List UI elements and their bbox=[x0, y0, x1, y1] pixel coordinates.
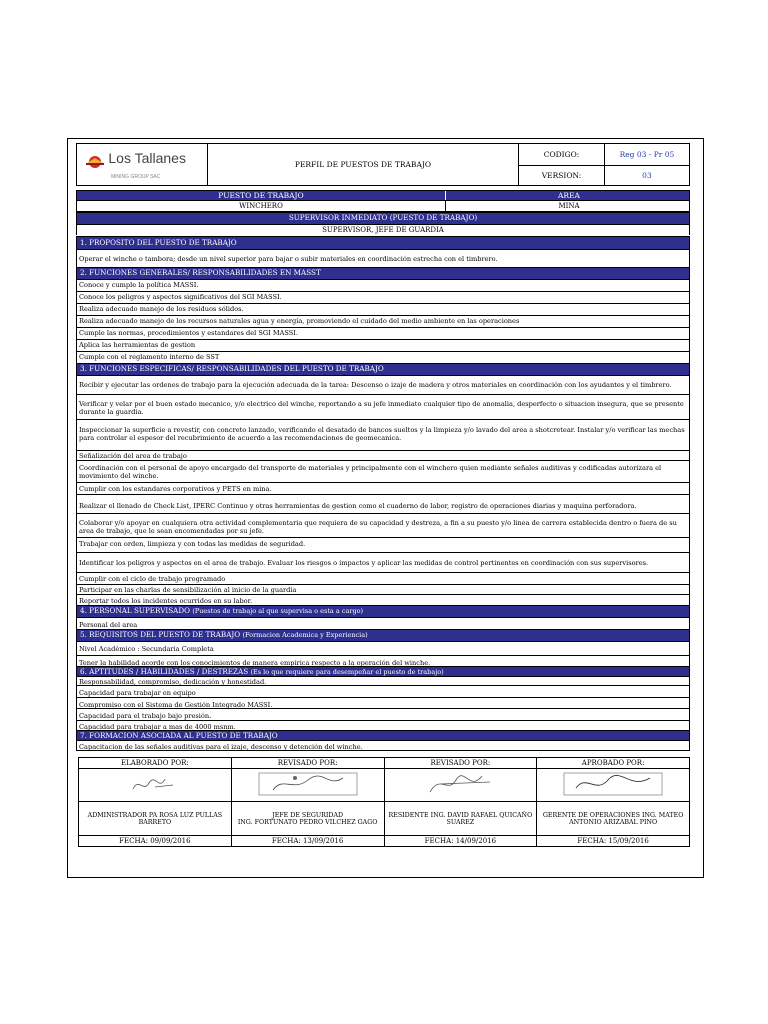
section-6-title: 6. APTITUDES / HABILIDADES / DESTREZAS bbox=[80, 667, 249, 676]
s3-item: Cumplir con los estandares corporativos y PETS en mina. bbox=[76, 482, 690, 494]
s3-item: Trabajar con orden, limpieza y con todas las medidas de seguridad. bbox=[76, 537, 690, 552]
s2-item: Realiza adecuado manejo de los recursos naturales agua y energía, promoviendo el cuidado del medio ambiente en las operaciones bbox=[76, 315, 690, 327]
section-6-heading bbox=[76, 666, 690, 676]
section-1-heading: 1. PROPOSITO DEL PUESTO DE TRABAJO bbox=[76, 236, 690, 249]
section-7-heading: 7. FORMACION ASOCIADA AL PUESTO DE TRABAJO bbox=[76, 730, 690, 740]
version-label: VERSION: bbox=[519, 166, 605, 186]
area-value: MINA bbox=[445, 201, 690, 211]
s3-item: Recibir y ejecutar las ordenes de trabajo para la ejecución adecuada de la tarea: Descenso o izaje de madera y otros materiales en coordinación con los ayudantes y el timbrero. bbox=[76, 375, 690, 394]
section-7-text: Capacitacion de las señales auditivas para el izaje, descenso y detención del winche. bbox=[76, 740, 690, 751]
section-3-heading: 3. FUNCIONES ESPECIFICAS/ RESPONSABILIDADES DEL PUESTO DE TRABAJO bbox=[76, 363, 690, 375]
sig-date: FECHA: 09/09/2016 bbox=[79, 836, 232, 847]
sig-person bbox=[79, 802, 232, 836]
sig-role: RESIDENTE bbox=[388, 811, 429, 819]
sig-role: GERENTE DE OPERACIONES bbox=[542, 811, 640, 819]
sig-name: ING. FORTUNATO PEDRO VILCHEZ GAGO bbox=[237, 818, 378, 826]
puesto-value: WINCHERO bbox=[239, 202, 283, 210]
s6-item: Compromiso con el Sistema de Gestión Integrado MASSI. bbox=[76, 697, 690, 708]
s2-item: Conoce los peligros y aspectos significativos del SGI MASSI. bbox=[76, 291, 690, 303]
s3-item: Realizar el llenado de Check List, IPERC Continuo y otras herramientas de gestion como el cuaderno de labor, registro de operaciones diarias y maquina perforadora. bbox=[76, 494, 690, 513]
section-5-title: 5. REQUISITOS DEL PUESTO DE TRABAJO bbox=[80, 630, 241, 639]
section-4-heading bbox=[76, 605, 690, 617]
s5-item: Nivel Académico : Secundaria Completa bbox=[76, 641, 690, 655]
s6-item: Capacidad para trabajar en equipo bbox=[76, 685, 690, 697]
company-logo bbox=[77, 144, 208, 186]
s2-item: Cumple las normas, procedimientos y estandares del SGI MASSI. bbox=[76, 327, 690, 339]
header-table bbox=[76, 143, 690, 186]
code-label: CODIGO: bbox=[519, 144, 605, 166]
s3-item: Verificar y velar por el buen estado mecanico, y/o electrico del winche, reportando a su jefe inmediato cualquier tipo de anomalia, desperfecto o situacion insegura, que se presente durante la guardia. bbox=[76, 394, 690, 419]
s3-item: Coordinación con el personal de apoyo encargado del transporte de materiales y principalmente con el winchero quien mediante señales auditivas y codificadas autorizara el movimiento del winche. bbox=[76, 460, 690, 482]
supervisor-heading: SUPERVISOR INMEDIATO (PUESTO DE TRABAJO) bbox=[76, 212, 690, 224]
company-name: Los Tallanes bbox=[108, 149, 186, 166]
job-header-row bbox=[76, 190, 690, 201]
code-value: Reg 03 - Pr 05 bbox=[604, 144, 689, 166]
sig-heading: ELABORADO POR: bbox=[79, 758, 232, 769]
signature-4 bbox=[537, 769, 690, 802]
s3-item: Cumplir con el ciclo de trabajo programado bbox=[76, 572, 690, 584]
section-6-subtitle: (Es lo que requiere para desempeñar el puesto de trabajo) bbox=[250, 668, 444, 676]
section-2-heading: 2. FUNCIONES GENERALES/ RESPONSABILIDADES EN MASST bbox=[76, 267, 690, 279]
s6-item: Responsabilidad, compromiso, dedicación y honestidad. bbox=[76, 676, 690, 685]
area-label: AREA bbox=[445, 191, 690, 201]
section-1-text: Operar el winche o tambora; desde un nivel superior para bajar o subir materiales en coordinación estrecha con el timbrero. bbox=[76, 249, 690, 267]
s3-item: Colaborar y/o apoyar en cualquiera otra actividad complementaria que requiera de su capacidad y destreza, a fin a su puesto y/o linea de carrera establecida dentro o fuera de su area de trabajo, que le sean encomendadas por su jefe. bbox=[76, 513, 690, 537]
handwritten-signature-icon bbox=[420, 770, 500, 798]
sig-person bbox=[384, 802, 537, 836]
s2-item: Aplica las herramientas de gestion bbox=[76, 339, 690, 351]
company-subtitle: MINING GROUP SAC bbox=[111, 173, 161, 180]
s2-item: Cumple con el reglamento interno de SST bbox=[76, 351, 690, 363]
sig-role: ADMINISTRADOR PA bbox=[87, 811, 158, 819]
s3-item: Reportar todos los incidentes ocurridos en su labor. bbox=[76, 594, 690, 605]
s3-item: Identificar los peligros y aspectos en el area de trabajo. Evaluar los riesgos o impactos y aplicar las medidas de control pertinentes en coordinación con sus supervisores. bbox=[76, 552, 690, 572]
section-4-text: Personal del area bbox=[76, 617, 690, 629]
supervisor-value: SUPERVISOR, JEFE DE GUARDIA bbox=[76, 224, 690, 235]
section-4-subtitle: (Puestos de trabajo al que supervisa o esta a cargo) bbox=[192, 607, 364, 615]
section-4-title: 4. PERSONAL SUPERVISADO bbox=[80, 606, 191, 615]
sig-date: FECHA: 15/09/2016 bbox=[537, 836, 690, 847]
company-stamp-icon bbox=[558, 770, 668, 798]
s2-item: Realiza adecuado manejo de los residuos sólidos. bbox=[76, 303, 690, 315]
s2-item: Conoce y cumple la política MASSI. bbox=[76, 279, 690, 291]
s6-item: Capacidad para el trabajo bajo presión. bbox=[76, 708, 690, 720]
s3-item: Inspeccionar la superficie a revestir, con concreto lanzado, verificando el desatado de bancos sueltos y la limpieza y/o lavado del area a shotcretear. Instalar y/o verificar las mechas para controlar el espesor del recubrimiento de acuerdo a las recomendaciones de geomecanica. bbox=[76, 419, 690, 450]
handwritten-signature-icon bbox=[125, 771, 185, 797]
sig-heading: REVISADO POR: bbox=[231, 758, 384, 769]
puesto-label: PUESTO DE TRABAJO bbox=[218, 191, 304, 200]
sun-logo-icon bbox=[84, 151, 106, 171]
s5-item: Tener la habilidad acorde con los conocimientos de manera empirica respecto a la operación del winche. bbox=[76, 655, 690, 666]
job-value-row bbox=[76, 201, 690, 212]
s3-item: Señalización del area de trabajo bbox=[76, 450, 690, 460]
sig-date: FECHA: 13/09/2016 bbox=[231, 836, 384, 847]
doc-title: PERFIL DE PUESTOS DE TRABAJO bbox=[207, 144, 518, 186]
signature-3 bbox=[384, 769, 537, 802]
signature-2 bbox=[231, 769, 384, 802]
section-5-subtitle: (Formacion Academica y Experiencia) bbox=[242, 631, 368, 639]
sig-name: ING. MATEO ANTONIO ARIZABAL PINO bbox=[569, 811, 684, 826]
sig-person bbox=[537, 802, 690, 836]
sig-name: ING. DAVID RAFAEL QUICAÑO SUAREZ bbox=[430, 811, 533, 826]
sig-heading: REVISADO POR: bbox=[384, 758, 537, 769]
s6-item: Capacidad para trabajar a mas de 4000 msnm. bbox=[76, 720, 690, 730]
version-value: 03 bbox=[604, 166, 689, 186]
signature-table bbox=[78, 757, 690, 847]
sig-name: ROSA LUZ PULLAS BARRETO bbox=[138, 811, 223, 826]
sig-heading: APROBADO POR: bbox=[537, 758, 690, 769]
company-stamp-icon bbox=[253, 770, 363, 798]
sig-role: JEFE DE SEGURIDAD bbox=[272, 811, 344, 819]
signature-1 bbox=[79, 769, 232, 802]
s3-item: Participar en las charlas de sensibilización al inicio de la guardia bbox=[76, 584, 690, 594]
section-5-heading bbox=[76, 629, 690, 641]
sig-date: FECHA: 14/09/2016 bbox=[384, 836, 537, 847]
sig-person bbox=[231, 802, 384, 836]
